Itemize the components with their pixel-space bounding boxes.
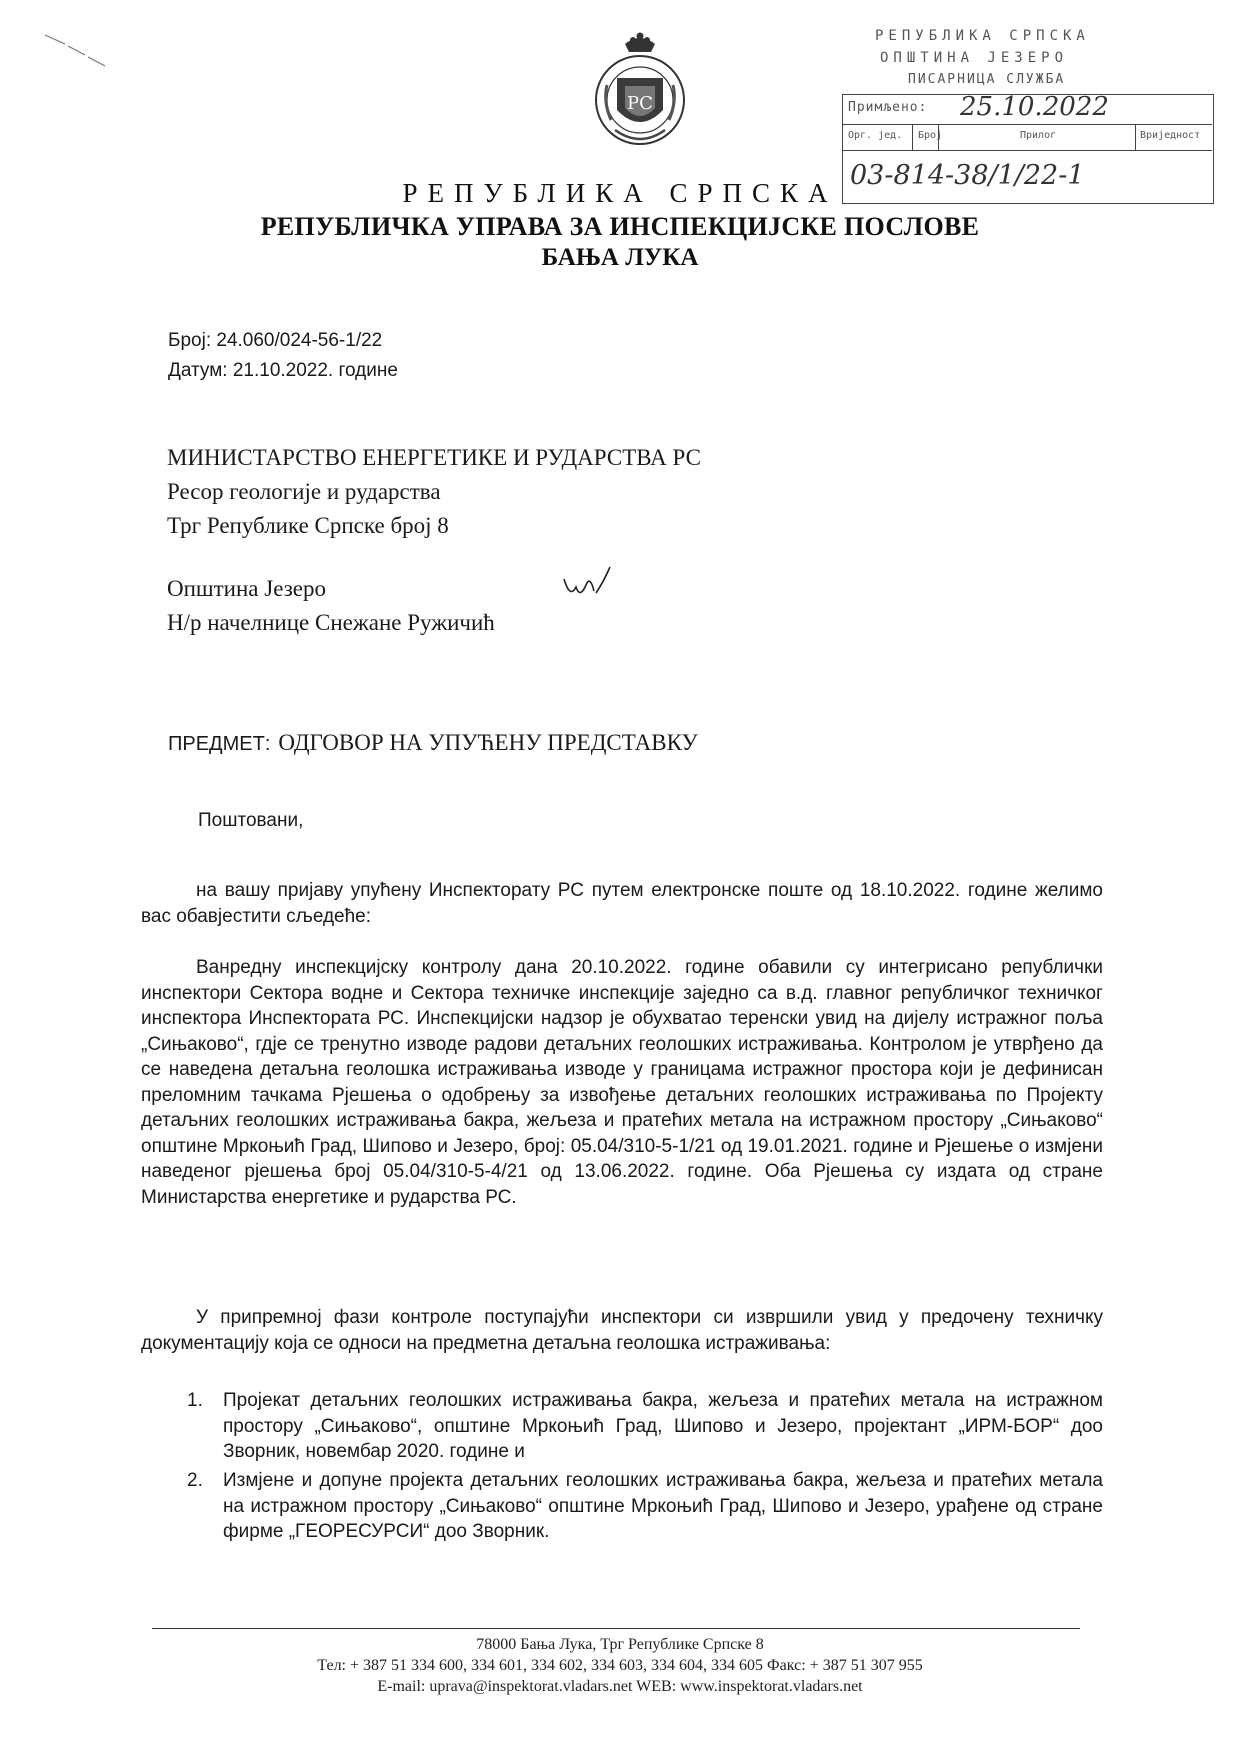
recipient-attention: Н/р начелнице Снежане Ружичић bbox=[167, 610, 495, 635]
subject-line bbox=[168, 730, 698, 756]
footer-web: E-mail: uprava@inspektorat.vladars.net WEB: www.inspektorat.vladars.net bbox=[377, 1678, 863, 1695]
paragraph-control bbox=[141, 955, 1103, 1210]
coat-of-arms-emblem bbox=[585, 30, 695, 160]
header-city: БАЊА ЛУКА bbox=[541, 244, 699, 271]
list-item-text: Пројекат детаљних геолошких истраживања бакра, жељеза и пратећих метала на истражном простору „Сињаково“, општине Мркоњић Град, Шипово и Језеро, пројектант „ИРМ-БОР“ доо Зворник, новембар 2020. године и bbox=[223, 1390, 1103, 1462]
list-item-text: Измјене и допуне пројекта детаљних геолошких истраживања бакра, жељеза и пратећих метала на истражном простору „Сињаково“ општине Мркоњић Град, Шипово и Језеро, урађене од стране фирме „ГЕОРЕСУРСИ“ доо Зворник. bbox=[223, 1470, 1103, 1542]
stamp-attachment-label: Прилог bbox=[1020, 130, 1057, 141]
paragraph-control-text: Ванредну инспекцијску контролу дана 20.10.2022. године обавили су интегрисано републички инспектори Сектора водне и Сектора техничке инспекције заједно са в.д. главног републичког техничког инспектора Инспектората РС. Инспекцијски надзор је обухватао теренски увид на дијелу истражног поља „Сињаково“, гдје се тренутно изводе радови детаљних геолошких истраживања. Контролом је утврђено да се наведена детаљна геолошка истраживања изводе у границама истражног простора који је дефинисан преломним тачкама Рјешења о одобрењу за извођење детаљних геолошких истраживања по Пројекту детаљних геолошких истраживања бакра, жељеза и пратећих метала на истражном простору „Сињаково“ општине Мркоњић Град, Шипово и Језеро, број: 05.04/310-5-1/21 од 19.01.2021. године и Рјешење о измјени наведеног рјешења број 05.04/310-5-4/21 од 13.06.2022. године. Оба Рјешења су издата од стране Министарства енергетике и рударства РС. bbox=[141, 957, 1103, 1208]
paragraph-intro-text: на вашу пријаву упућену Инспекторату РС путем електронске поште од 18.10.2022. године желимо вас обавјестити сљедеће: bbox=[141, 880, 1103, 927]
paragraph-intro bbox=[141, 878, 1103, 929]
footer-phone: Тел: + 387 51 334 600, 334 601, 334 602, 334 603, 334 604, 334 605 Факс: + 387 51 307 955 bbox=[317, 1657, 923, 1674]
margin-scribble bbox=[40, 30, 110, 70]
paragraph-preparatory bbox=[141, 1305, 1103, 1356]
stamp-org-label: Орг. јед. bbox=[848, 130, 903, 141]
stamp-col-divider-1 bbox=[912, 124, 913, 150]
reference-date: Датум: 21.10.2022. године bbox=[168, 360, 398, 381]
list-item-number: 1. bbox=[187, 1390, 203, 1411]
stamp-received-date: 25.10.2022 bbox=[960, 92, 1109, 122]
recipient-municipality: Општина Језеро bbox=[167, 576, 326, 601]
footer-address: 78000 Бања Лука, Трг Републике Српске 8 bbox=[476, 1636, 764, 1653]
list-item-number: 2. bbox=[187, 1470, 203, 1491]
salutation: Поштовани, bbox=[198, 810, 304, 831]
stamp-line-2: ОПШТИНА ЈЕЗЕРО bbox=[880, 50, 1069, 66]
stamp-received-label: Примљено: bbox=[848, 100, 928, 115]
stamp-col-divider-3 bbox=[1135, 124, 1136, 150]
initials-mark bbox=[560, 565, 615, 610]
stamp-value-label: Вриједност bbox=[1140, 130, 1201, 141]
stamp-line-1: РЕПУБЛИКА СРПСКА bbox=[875, 28, 1090, 44]
recipient-ministry: МИНИСТАРСТВО ЕНЕРГЕТИКЕ И РУДАРСТВА РС bbox=[167, 445, 701, 470]
header-republic: РЕПУБЛИКА СРПСКА bbox=[402, 178, 838, 208]
svg-text:РС: РС bbox=[627, 93, 653, 114]
reference-number: Број: 24.060/024-56-1/22 bbox=[168, 330, 383, 351]
stamp-number-label: Број bbox=[918, 130, 943, 141]
header-agency: РЕПУБЛИЧКА УПРАВА ЗА ИНСПЕКЦИЈСКЕ ПОСЛОВЕ bbox=[260, 212, 980, 241]
subject-label: ПРЕДМЕТ: bbox=[168, 733, 271, 755]
stamp-line-3: ПИСАРНИЦА СЛУЖБА bbox=[908, 72, 1066, 87]
recipient-department: Ресор геологије и рударства bbox=[167, 479, 441, 504]
paragraph-preparatory-text: У припремној фази контроле поступајући инспектори си извршили увид у предочену техничку документацију која се односи на предметна детаљна геолошка истраживања: bbox=[141, 1307, 1103, 1354]
recipient-address: Трг Републике Српске број 8 bbox=[167, 513, 449, 538]
subject-title: ОДГОВОР НА УПУЋЕНУ ПРЕДСТАВКУ bbox=[278, 730, 698, 755]
stamp-handwritten-number: 03-814-38/1/22-1 bbox=[850, 160, 1085, 191]
footer-divider bbox=[152, 1628, 1080, 1629]
